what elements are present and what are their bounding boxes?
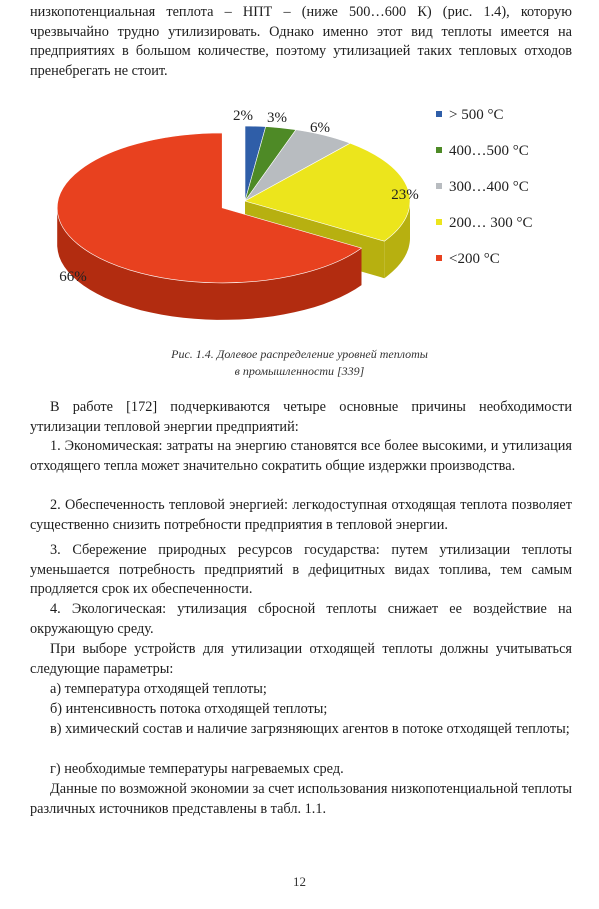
paragraph-intro-reasons: В работе [172] подчеркиваются четыре основные причины необходимости утилизации тепловой энергии предприятий: xyxy=(30,399,572,435)
list-item-b: б) интенсивность потока отходящей теплоты; xyxy=(50,701,328,717)
pie-value-label-2: 6% xyxy=(310,120,330,136)
paragraph-reason-2: 2. Обеспеченность тепловой энергией: легкодоступная отходящая теплота позволяет существенно снизить потребности предприятия в тепловой энергии. xyxy=(30,497,572,533)
pie-value-label-4: 66% xyxy=(59,269,87,285)
intro-paragraph: низкопотенциальная теплота – НПТ – (ниже 500…600 К) (рис. 1.4), которую чрезвычайно трудно утилизировать. Однако именно этот вид теплоты имеется на предприятиях в большом количестве, поэтому утилизацией таких тепловых отходов пренебрегать не стоит. xyxy=(30,4,572,79)
legend-label-3: 200… 300 °C xyxy=(449,215,533,231)
legend-swatch-1 xyxy=(436,147,442,153)
legend-swatch-4 xyxy=(436,255,442,261)
page-number: 12 xyxy=(293,874,306,889)
paragraph-reason-3: 3. Сбережение природных ресурсов государства: путем утилизации теплоты уменьшается потребность предприятий в дефицитных видах топлива, тем самым продляется срок их обеспеченности. xyxy=(30,542,572,598)
paragraph-reason-4: 4. Экологическая: утилизация сбросной теплоты снижает ее воздействие на окружающую среду. xyxy=(30,601,572,637)
list-item-a: а) температура отходящей теплоты; xyxy=(50,681,267,697)
legend-label-2: 300…400 °C xyxy=(449,179,529,195)
list-item-d: г) необходимые температуры нагреваемых сред. xyxy=(50,761,344,777)
legend-swatch-3 xyxy=(436,219,442,225)
figure-caption-line-2: в промышленности [339] xyxy=(234,364,365,378)
legend-label-1: 400…500 °C xyxy=(449,143,529,159)
pie-value-label-0: 2% xyxy=(233,108,253,124)
pie-chart xyxy=(0,98,599,338)
legend-swatch-0 xyxy=(436,111,442,117)
list-item-c: в) химический состав и наличие загрязняющих агентов в потоке отходящей теплоты; xyxy=(50,721,570,737)
legend-swatch-2 xyxy=(436,183,442,189)
figure-caption-line-1: Рис. 1.4. Долевое распределение уровней теплоты xyxy=(171,347,428,361)
paragraph-parameters: При выборе устройств для утилизации отходящей теплоты должны учитываться следующие параметры: xyxy=(30,641,572,677)
legend-label-0: > 500 °C xyxy=(449,107,504,123)
legend-label-4: <200 °C xyxy=(449,251,500,267)
paragraph-reason-1: 1. Экономическая: затраты на энергию становятся все более высокими, и утилизация отходящего тепла может значительно сократить общие издержки производства. xyxy=(30,438,572,474)
paragraph-savings: Данные по возможной экономии за счет использования низкопотенциальной теплоты различных источников представлены в табл. 1.1. xyxy=(30,781,572,817)
pie-value-label-1: 3% xyxy=(267,110,287,126)
pie-value-label-3: 23% xyxy=(391,187,419,203)
pie-legend xyxy=(436,107,533,267)
